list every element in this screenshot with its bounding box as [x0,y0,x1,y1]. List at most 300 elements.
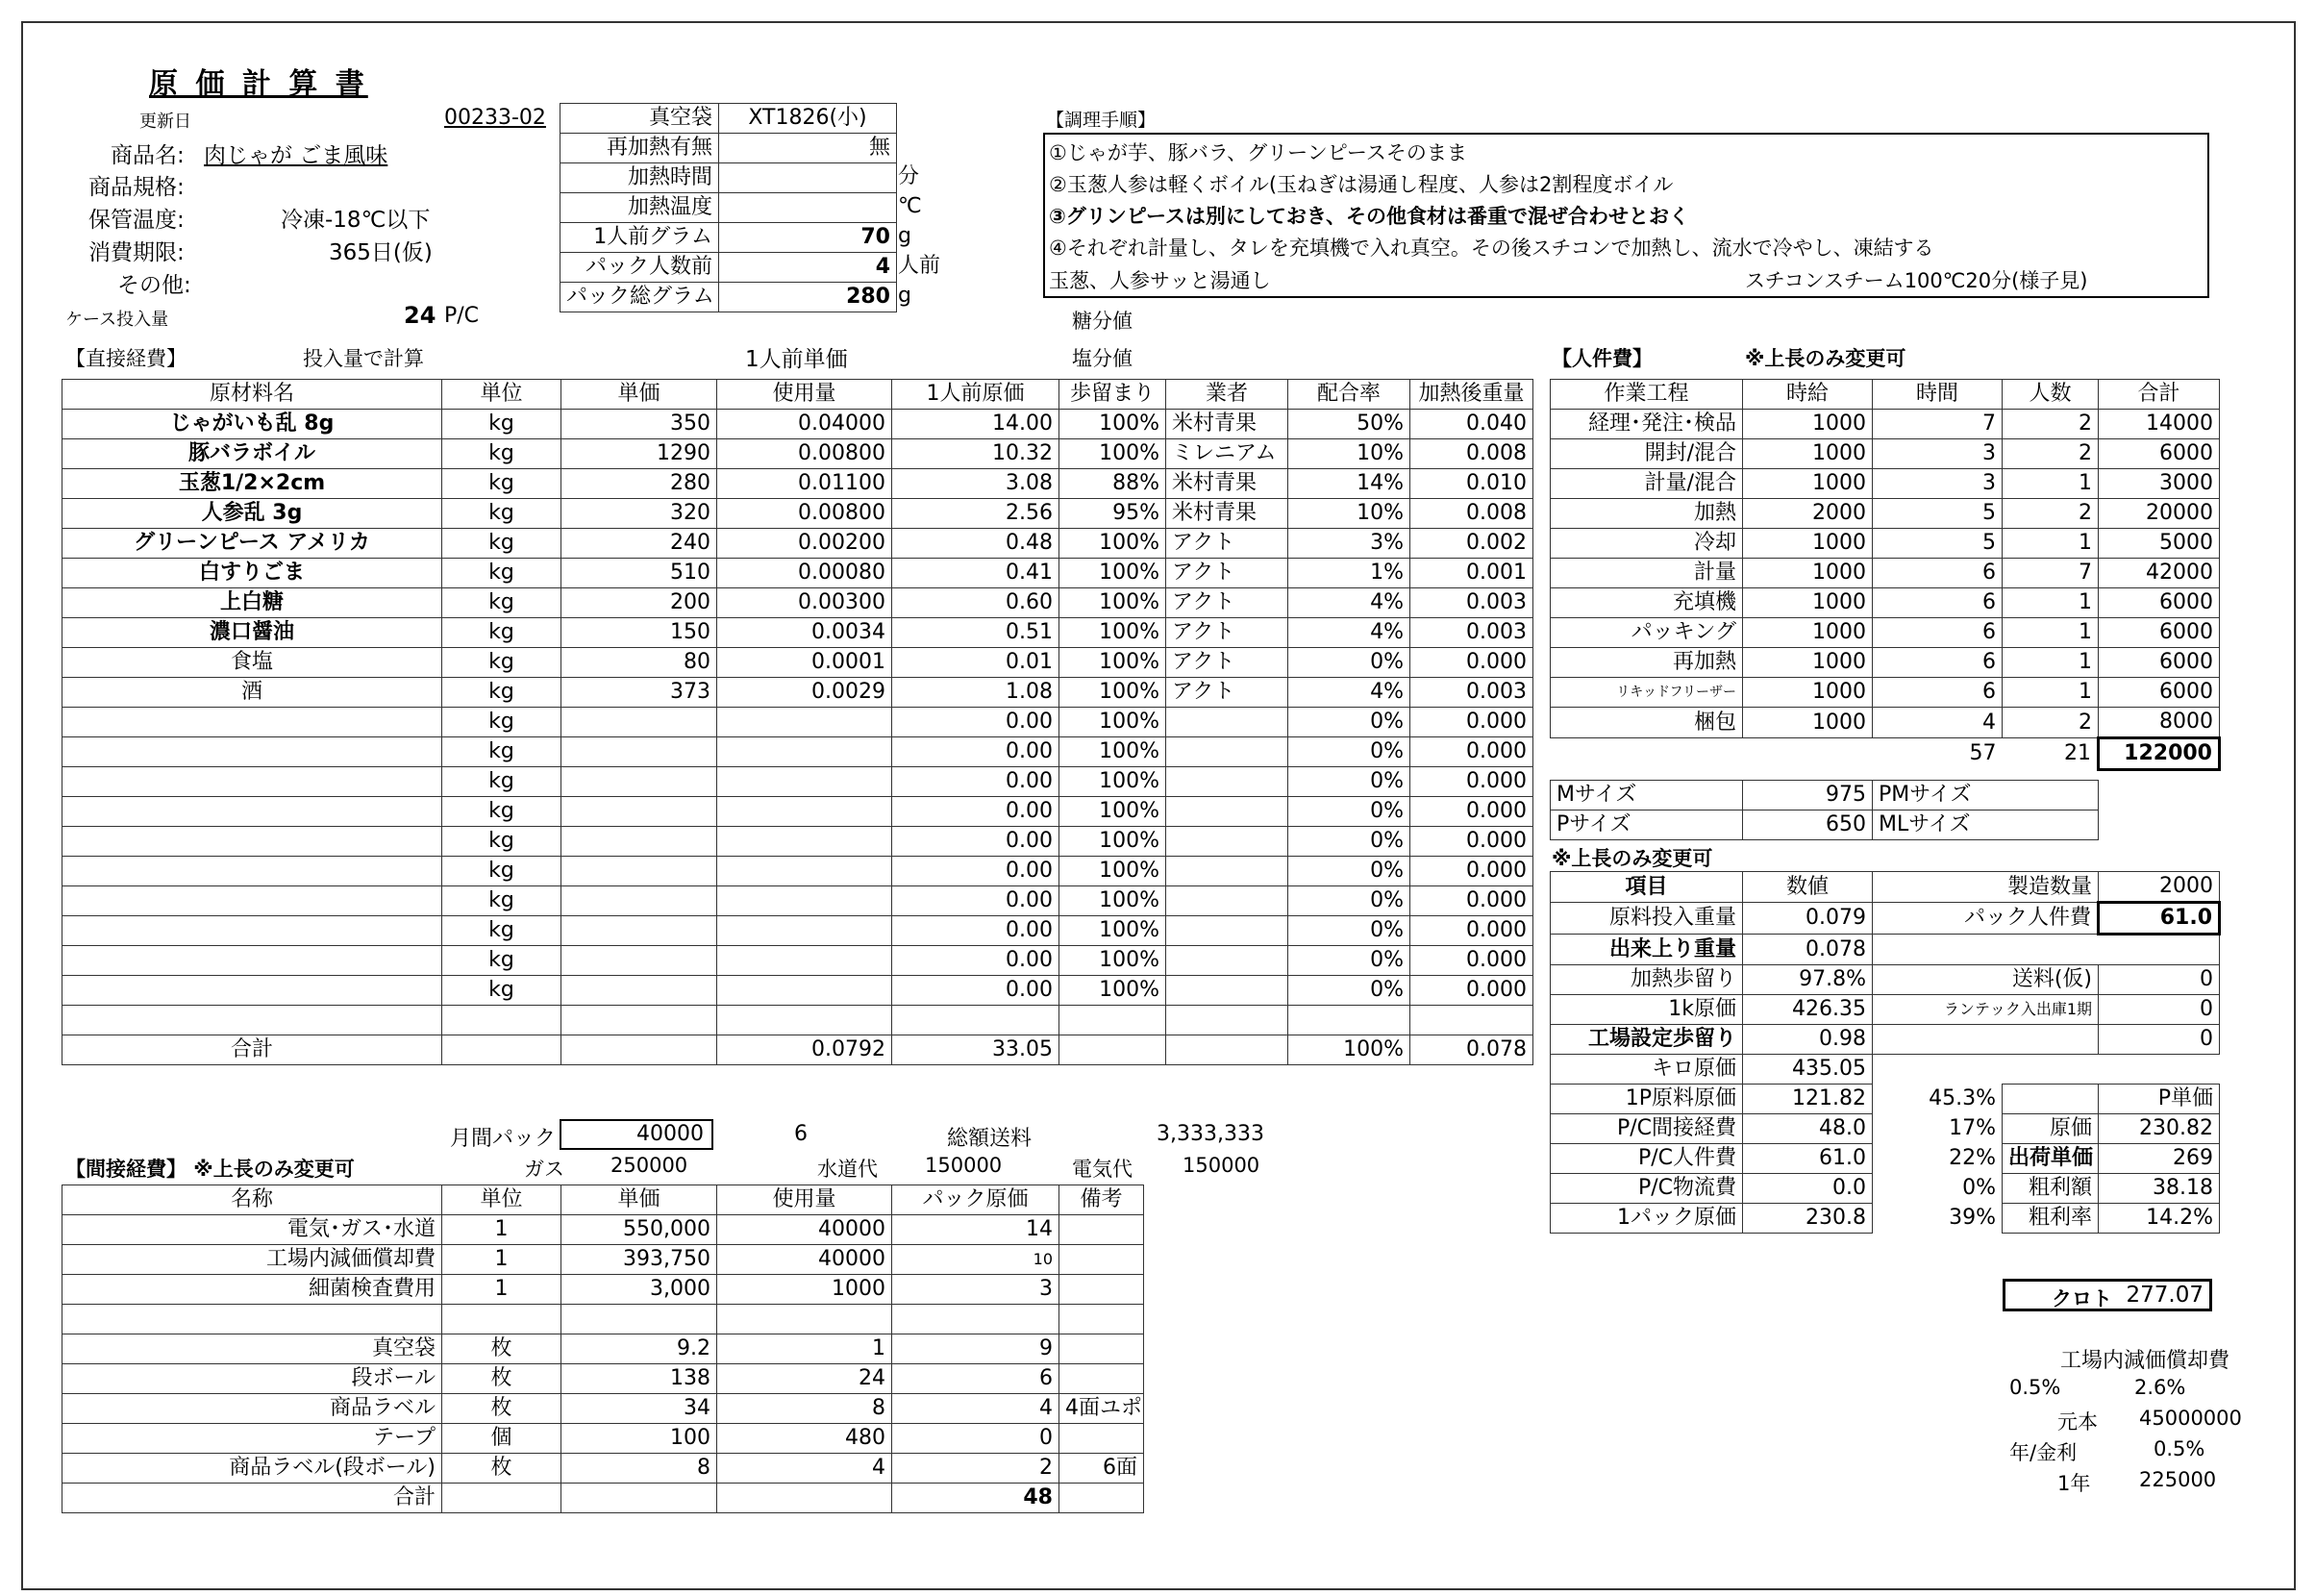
direct-cell [1166,1035,1288,1065]
pack-row [560,253,897,283]
direct-cell: 0% [1288,857,1410,886]
indirect-row [62,1424,1144,1454]
labor-row [1551,708,2220,738]
procedure-line5-right: スチコンスチーム100℃20分(様子見) [1745,269,2088,292]
indirect-row [62,1275,1144,1305]
pack-row-value[interactable]: 4 [719,253,897,283]
indirect-cell: 4 [717,1454,892,1484]
labor-cell: 加熱 [1551,499,1743,529]
direct-cell: 80 [561,648,717,678]
direct-cell: 0.008 [1410,499,1533,529]
labor-header: 時給 [1743,380,1873,410]
direct-cell: 100% [1059,410,1166,439]
direct-cell: 0.010 [1410,469,1533,499]
direct-cell: kg [442,797,561,827]
labor-cell: 1000 [1743,529,1873,559]
indirect-row [62,1364,1144,1394]
monthly-v2: 6 [794,1122,808,1146]
direct-row [62,410,1533,439]
direct-cell: 0.00300 [717,588,892,618]
direct-cell: 豚バラボイル [62,439,442,469]
direct-row [62,618,1533,648]
labor-cell: 8000 [2099,708,2220,738]
direct-cell: 0.01 [892,648,1059,678]
direct-cell [717,946,892,976]
direct-cell: アクト [1166,618,1288,648]
direct-cell: 0% [1288,976,1410,1006]
direct-cell [1166,946,1288,976]
direct-row [62,886,1533,916]
storage-label: 保管温度: [88,208,185,233]
direct-cell: 100% [1059,946,1166,976]
kuroto-label: クロト [2052,1287,2112,1310]
direct-cell [717,916,892,946]
direct-cell: 0% [1288,708,1410,737]
direct-cell: 100% [1059,976,1166,1006]
direct-cell: 0.00 [892,916,1059,946]
summary-value: 435.05 [1743,1055,1873,1085]
indirect-cell: 1 [442,1245,561,1275]
direct-cell: 白すりごま [62,559,442,588]
direct-cell: 0% [1288,767,1410,797]
pack-row-unit: 人前 [898,254,941,278]
labor-cell: 開封/混合 [1551,439,1743,469]
summary-pct: 17% [1949,1116,1996,1140]
indirect-header: パック原価 [892,1185,1059,1215]
direct-cell [561,708,717,737]
direct-cell: 0.000 [1410,737,1533,767]
pack-labor-label: パック人件費 [1873,903,2099,935]
direct-header: 業者 [1166,380,1288,410]
indirect-cell: 4面ユポ [1059,1394,1144,1424]
direct-cell [1059,1006,1166,1035]
direct-cell: 0.00 [892,886,1059,916]
direct-cell [561,737,717,767]
direct-cell: 食塩 [62,648,442,678]
other-label: その他: [117,273,191,298]
pack-row-unit [898,133,940,162]
direct-cell [561,857,717,886]
direct-cell: 0.001 [1410,559,1533,588]
labor-cell: パッキング [1551,618,1743,648]
direct-row [62,469,1533,499]
labor-cell: 1000 [1743,618,1873,648]
direct-cell: 0.000 [1410,648,1533,678]
direct-cell: 0.00 [892,708,1059,737]
summary-blank [1873,1025,2099,1055]
direct-cell: 88% [1059,469,1166,499]
ship-unit-label: 出荷単価 [2003,1144,2099,1174]
gross-rate-label: 粗利率 [2003,1204,2099,1234]
pack-row-value[interactable]: XT1826(小) [719,104,897,134]
direct-cell: アクト [1166,648,1288,678]
pack-info-table [560,103,897,312]
summary-value: 0.98 [1743,1025,1873,1055]
ship-total-label: 総額送料 [947,1127,1033,1151]
direct-header: 配合率 [1288,380,1410,410]
direct-cell: 4% [1288,678,1410,708]
indirect-cell: 段ボール [62,1364,442,1394]
indirect-cell: 9.2 [561,1334,717,1364]
labor-row [1551,410,2220,439]
direct-cell: 100% [1059,678,1166,708]
direct-cell: 10.32 [892,439,1059,469]
indirect-row [62,1454,1144,1484]
direct-cell: kg [442,439,561,469]
indirect-cell: 10 [892,1245,1059,1275]
shipping-value: 0 [2099,965,2220,995]
indirect-cell: 9 [892,1334,1059,1364]
direct-cell: 0.003 [1410,618,1533,648]
indirect-header: 名称 [62,1185,442,1215]
direct-cell [1166,886,1288,916]
summary-value: 0.0 [1743,1174,1873,1204]
indirect-cell [561,1305,717,1334]
direct-cell: 0.000 [1410,857,1533,886]
labor-cell: 5000 [2099,529,2220,559]
direct-cell: kg [442,588,561,618]
update-label: 更新日 [139,112,191,132]
direct-row [62,976,1533,1006]
direct-cell [892,1006,1059,1035]
summary-label: 出来上り重量 [1551,935,1743,965]
pack-row-label: 再加熱有無 [560,134,719,163]
cost-label: 原価 [2003,1114,2099,1144]
direct-cell: 0% [1288,797,1410,827]
direct-row [62,737,1533,767]
labor-cell: 6000 [2099,588,2220,618]
labor-header: 時間 [1873,380,2003,410]
indirect-cell: 1000 [717,1275,892,1305]
direct-header: 1人前原価 [892,380,1059,410]
indirect-cell [1059,1484,1144,1513]
labor-cell: 2 [2003,499,2099,529]
direct-cell: 100% [1059,648,1166,678]
labor-cell: 6000 [2099,678,2220,708]
direct-row [62,827,1533,857]
direct-cell: グリーンピース アメリカ [62,529,442,559]
direct-cell: 0.04000 [717,410,892,439]
labor-title: 【人件費】 [1552,347,1653,370]
direct-cell [717,827,892,857]
direct-cell: 0.00800 [717,499,892,529]
labor-header: 作業工程 [1551,380,1743,410]
pack-row-unit: ℃ [898,194,922,218]
water-value: 150000 [925,1154,1003,1177]
pack-row-label: パック総グラム [560,283,719,312]
direct-header: 単位 [442,380,561,410]
direct-cell: 0.00 [892,827,1059,857]
pack-row-value[interactable] [719,193,897,223]
case-label: ケース投入量 [65,310,169,330]
direct-cell [62,916,442,946]
direct-cell [717,797,892,827]
pack-row [560,163,897,193]
elec-value: 150000 [1183,1154,1260,1177]
direct-cell: 1290 [561,439,717,469]
pack-row-value[interactable]: 70 [719,223,897,253]
direct-cell: kg [442,857,561,886]
indirect-cell: 40000 [717,1245,892,1275]
procedure-step: ④それぞれ計量し、タレを充填機で入れ真空。その後スチコンで加熱し、流水で冷やし、凍結する [1049,237,1934,260]
procedure-step: ③グリンピースは別にしておき、その他食材は番重で混ぜ合わせとおく [1049,205,1690,228]
summary-blank [1873,935,2220,965]
direct-cell: 100% [1059,857,1166,886]
direct-cell: 100% [1059,797,1166,827]
direct-cell: 0% [1288,886,1410,916]
indirect-row [62,1245,1144,1275]
procedure-lines [1049,137,1934,264]
indirect-cell: 8 [561,1454,717,1484]
labor-total-blank [1551,738,1873,770]
summary-pct: 39% [1949,1206,1996,1230]
gross-value: 38.18 [2099,1174,2220,1204]
indirect-cell [1059,1215,1144,1245]
pack-labor-value: 61.0 [2099,903,2220,935]
direct-cell: 50% [1288,410,1410,439]
direct-cell: 0.000 [1410,916,1533,946]
direct-cell: kg [442,737,561,767]
p-size-value: 650 [1743,810,1873,840]
direct-cell: 米村青果 [1166,499,1288,529]
direct-cell: 0% [1288,827,1410,857]
indirect-cell [442,1484,561,1513]
labor-cell: 1000 [1743,439,1873,469]
direct-cell: 14.00 [892,410,1059,439]
direct-cell [1166,797,1288,827]
labor-row [1551,559,2220,588]
elec-label: 電気代 [1072,1158,1133,1181]
monthly-label: 月間パック [450,1127,557,1151]
lantech-label: ランテック入出庫1期 [1873,995,2099,1025]
salt-label: 塩分値 [1072,347,1133,370]
summary-row [1551,1174,2220,1204]
direct-cell: 10% [1288,439,1410,469]
direct-cell: ミレニアム [1166,439,1288,469]
direct-cell [62,737,442,767]
labor-cell: 1 [2003,469,2099,499]
indirect-cell: 1 [442,1275,561,1305]
direct-cell: 0.00 [892,737,1059,767]
indirect-cell: 6 [892,1364,1059,1394]
ship-unit-value: 269 [2099,1144,2220,1174]
summary-blank [1873,1055,2003,1085]
indirect-cell [442,1305,561,1334]
labor-cell: 4 [1873,708,2003,738]
pack-row-value[interactable]: 280 [719,283,897,312]
labor-cell: 3 [1873,469,2003,499]
labor-cell: 6 [1873,618,2003,648]
pack-units [898,103,940,312]
product-name: 肉じゃが ごま風味 [204,143,388,168]
direct-cell [1166,737,1288,767]
labor-cell: 20000 [2099,499,2220,529]
indirect-cell: 480 [717,1424,892,1454]
direct-cell: 100% [1059,588,1166,618]
case-value: 24 [404,302,436,329]
direct-row [62,797,1533,827]
direct-cell: 10% [1288,499,1410,529]
direct-header: 使用量 [717,380,892,410]
direct-cell: 0% [1288,737,1410,767]
direct-cell [62,946,442,976]
labor-cell: 1000 [1743,708,1873,738]
direct-cell [1166,976,1288,1006]
direct-cell: 0.00 [892,946,1059,976]
labor-cell: 7 [1873,410,2003,439]
direct-cell: kg [442,499,561,529]
indirect-cell: 商品ラベル(段ボール) [62,1454,442,1484]
direct-cell [561,976,717,1006]
direct-cell: 0.00 [892,797,1059,827]
pack-row [560,223,897,253]
summary-pct: 0% [1962,1176,1996,1200]
indirect-cell [1059,1424,1144,1454]
direct-cell: 0.00800 [717,439,892,469]
direct-cell [561,886,717,916]
direct-cell: 200 [561,588,717,618]
labor-cell: 5 [1873,529,2003,559]
indirect-cell [717,1305,892,1334]
direct-cell: 0.008 [1410,439,1533,469]
direct-cell [561,827,717,857]
labor-cell: 7 [2003,559,2099,588]
indirect-cell: テープ [62,1424,442,1454]
direct-cell: 3% [1288,529,1410,559]
direct-cell [1166,827,1288,857]
indirect-cell: 合計 [62,1484,442,1513]
direct-cell: kg [442,916,561,946]
direct-cell: 0.0029 [717,678,892,708]
pack-row-label: 加熱温度 [560,193,719,223]
pack-row [560,134,897,163]
direct-header: 原材料名 [62,380,442,410]
direct-cell: 0.0001 [717,648,892,678]
direct-cell: 玉葱1/2×2cm [62,469,442,499]
direct-cell: 0.003 [1410,678,1533,708]
pack-row-value[interactable]: 無 [719,134,897,163]
summary-label: P/C物流費 [1551,1174,1743,1204]
direct-cell: 人参乱 3g [62,499,442,529]
summary-row [1551,872,2220,903]
direct-cell: 100% [1059,886,1166,916]
pack-row-unit: g [898,284,911,308]
kuroto-value: 277.07 [2126,1283,2204,1308]
direct-row [62,946,1533,976]
direct-cell: アクト [1166,559,1288,588]
indirect-row [62,1484,1144,1513]
direct-cell: 4% [1288,588,1410,618]
direct-row [62,529,1533,559]
summary-h-value: 数値 [1743,872,1873,903]
direct-cell: 1% [1288,559,1410,588]
pack-row-unit: 分 [898,164,920,188]
dep-a1: 0.5% [2009,1376,2061,1399]
direct-row [62,708,1533,737]
direct-cell: 100% [1059,439,1166,469]
summary-value: 0.078 [1743,935,1873,965]
indirect-cost-table [62,1185,1144,1513]
pack-row-unit: g [898,224,911,248]
indirect-cell: 商品ラベル [62,1394,442,1424]
case-unit: P/C [444,304,480,328]
summary-label: キロ原価 [1551,1055,1743,1085]
indirect-cell: 393,750 [561,1245,717,1275]
labor-cell: 1000 [1743,469,1873,499]
procedure-box [1043,133,2209,298]
direct-cell [717,886,892,916]
kuroto-box [2003,1279,2212,1311]
summary-label: 加熱歩留り [1551,965,1743,995]
monthly-value[interactable]: 40000 [560,1119,713,1150]
dep-a2: 2.6% [2134,1376,2186,1399]
direct-header: 単価 [561,380,717,410]
indirect-row [62,1215,1144,1245]
indirect-cell: 個 [442,1424,561,1454]
gas-value: 250000 [610,1154,688,1177]
direct-cell: 100% [1059,618,1166,648]
indirect-cell [1059,1305,1144,1334]
indirect-cell: 40000 [717,1215,892,1245]
direct-cell: 0.000 [1410,827,1533,857]
indirect-header: 使用量 [717,1185,892,1215]
labor-cell: 計量/混合 [1551,469,1743,499]
pack-row [560,193,897,223]
direct-cell [1166,857,1288,886]
direct-cell: kg [442,410,561,439]
indirect-header: 備考 [1059,1185,1144,1215]
summary-row [1551,1025,2220,1055]
summary-row [1551,1085,2220,1114]
direct-cell: 33.05 [892,1035,1059,1065]
indirect-cell: 細菌検査費用 [62,1275,442,1305]
labor-cell: リキッドフリーザー [1551,678,1743,708]
labor-cell: 1000 [1743,588,1873,618]
direct-row [62,499,1533,529]
summary-label: 工場設定歩留り [1551,1025,1743,1055]
summary-value: 121.82 [1743,1085,1873,1114]
cost-value: 230.82 [2099,1114,2220,1144]
labor-row [1551,439,2220,469]
labor-row [1551,588,2220,618]
expiry-value: 365日(仮) [329,240,433,265]
labor-cell: 経理･発注･検品 [1551,410,1743,439]
labor-total-row [1551,738,2220,770]
summary-row [1551,935,2220,965]
indirect-cell [892,1305,1059,1334]
size-table [1550,780,2099,840]
direct-cell: kg [442,946,561,976]
labor-cell: 6000 [2099,648,2220,678]
direct-cell: 0.00080 [717,559,892,588]
summary-row [1551,965,2220,995]
pack-row-value[interactable] [719,163,897,193]
labor-table [1550,379,2221,771]
summary-row [1551,1204,2220,1234]
direct-cell: 米村青果 [1166,410,1288,439]
labor-cell: 充填機 [1551,588,1743,618]
direct-cell [717,708,892,737]
direct-row [62,1006,1533,1035]
direct-cell: 100% [1288,1035,1410,1065]
indirect-cell [62,1305,442,1334]
labor-cell: 2 [2003,708,2099,738]
direct-cell: 100% [1059,827,1166,857]
indirect-cell: 1 [717,1334,892,1364]
direct-cell: 0% [1288,916,1410,946]
pack-row-label: 1人前グラム [560,223,719,253]
direct-cell: 合計 [62,1035,442,1065]
